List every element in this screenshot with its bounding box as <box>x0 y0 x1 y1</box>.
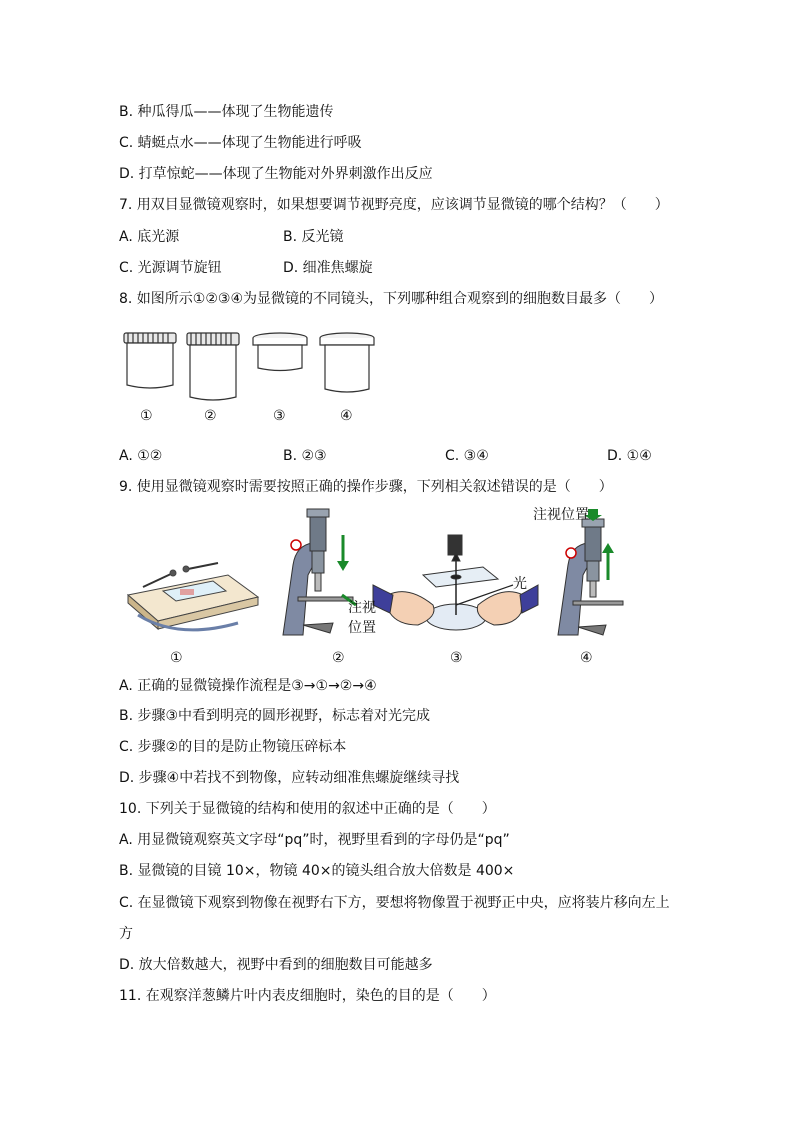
q10-option-c-line2: 方 <box>119 926 133 942</box>
annot-light: 光 <box>513 576 527 592</box>
q10-option-a: A. 用显微镜观察英文字母“pq”时，视野里看到的字母仍是“pq” <box>119 832 510 848</box>
lens-label-1: ① <box>140 408 153 424</box>
lens-label-2: ② <box>204 408 217 424</box>
step-label-4: ④ <box>580 650 593 666</box>
option-c-q6: C. 蜻蜓点水——体现了生物能进行呼吸 <box>119 135 362 151</box>
step-label-3: ③ <box>450 650 463 666</box>
lens-1-image <box>124 333 176 388</box>
lens-2-image <box>187 333 239 400</box>
q9-option-b: B. 步骤③中看到明亮的圆形视野，标志着对光完成 <box>119 708 431 724</box>
microscope-steps-figure <box>118 505 638 645</box>
q9-option-d: D. 步骤④中若找不到物像，应转动细准焦螺旋继续寻找 <box>119 770 460 786</box>
step-4-image <box>558 509 623 635</box>
question-11: 11. 在观察洋葱鳞片叶内表皮细胞时，染色的目的是（ ） <box>119 988 496 1004</box>
lens-3-image <box>253 333 307 371</box>
question-7: 7. 用双目显微镜观察时，如果想要调节视野亮度，应该调节显微镜的哪个结构？（ ） <box>119 197 669 213</box>
q8-option-a: A. ①② <box>119 448 163 464</box>
question-8: 8. 如图所示①②③④为显微镜的不同镜头，下列哪种组合观察到的细胞数目最多（ ） <box>119 291 664 307</box>
option-b-q6: B. 种瓜得瓜——体现了生物能遗传 <box>119 104 334 120</box>
annot-watch-2: 位置 <box>348 620 376 636</box>
q7-option-c: C. 光源调节旋钮 <box>119 260 222 276</box>
question-10: 10. 下列关于显微镜的结构和使用的叙述中正确的是（ ） <box>119 801 496 817</box>
lens-label-4: ④ <box>340 408 353 424</box>
q10-option-c-line1: C. 在显微镜下观察到物像在视野右下方，要想将物像置于视野正中央，应将装片移向左上 <box>119 895 670 911</box>
q9-option-a: A. 正确的显微镜操作流程是③→①→②→④ <box>119 678 377 694</box>
step-1-image <box>128 563 258 630</box>
lens-4-image <box>320 333 374 392</box>
step-label-1: ① <box>170 650 183 666</box>
q7-option-d: D. 细准焦螺旋 <box>283 260 373 276</box>
q10-option-d: D. 放大倍数越大，视野中看到的细胞数目可能越多 <box>119 957 433 973</box>
annot-watch-top: 注视位置 <box>533 507 589 523</box>
q8-option-b: B. ②③ <box>283 448 327 464</box>
lens-label-3: ③ <box>273 408 286 424</box>
q8-option-c: C. ③④ <box>445 448 489 464</box>
q9-option-c: C. 步骤②的目的是防止物镜压碎标本 <box>119 739 347 755</box>
step-label-2: ② <box>332 650 345 666</box>
option-d-q6: D. 打草惊蛇——体现了生物能对外界刺激作出反应 <box>119 166 433 182</box>
step-2-image <box>283 509 356 635</box>
question-9: 9. 使用显微镜观察时需要按照正确的操作步骤，下列相关叙述错误的是（ ） <box>119 479 613 495</box>
q7-option-a: A. 底光源 <box>119 229 180 245</box>
annot-watch-1: 注视 <box>348 600 376 616</box>
q7-option-b: B. 反光镜 <box>283 229 344 245</box>
q8-option-d: D. ①④ <box>607 448 652 464</box>
q10-option-b: B. 显微镜的目镜 10×，物镜 40×的镜头组合放大倍数是 400× <box>119 863 515 879</box>
